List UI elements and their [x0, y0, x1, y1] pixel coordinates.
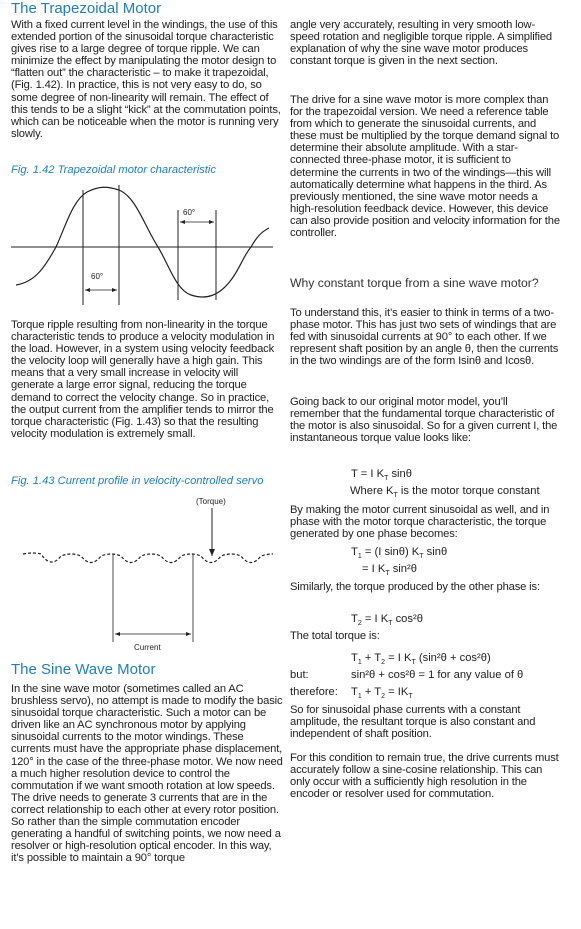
- paragraph-understand: To understand this, it’s easier to think in terms of a two-phase motor. This has just two sets of windings that are fed with sinusoidal currents at 90° to each other. If we represent shaft position by an angle θ, then the currents in the two windings are of the form Isinθ and Icosθ.: [290, 307, 559, 368]
- trapezoidal-characteristic-figure: [11, 180, 276, 315]
- paragraph-so: So for sinusoidal phase currents with a constant amplitude, the resultant torque is also constant and independent of shaft position.: [290, 704, 536, 741]
- equation-but-label: but:: [290, 669, 309, 681]
- equation-torque: T = I $K_T$ sinθ: [351, 468, 412, 483]
- heading-why-constant-torque: Why constant torque from a sine wave motor?: [290, 276, 539, 290]
- heading-trapezoidal-motor: The Trapezoidal Motor: [11, 0, 162, 17]
- caption-fig-1-43: Fig. 1.43 Current profile in velocity-controlled servo: [11, 475, 264, 487]
- paragraph-similarly: Similarly, the torque produced by the other phase is:: [290, 581, 540, 593]
- equation-identity: sin²θ + cos²θ = 1 for any value of θ: [351, 669, 524, 681]
- fig142-sine-curve: [16, 187, 269, 297]
- equation-where: Where $K_T$ is the motor torque constant: [350, 485, 540, 500]
- equation-t2: $T_2 = I$ $K_T$ cos²θ: [351, 613, 423, 628]
- fig143-current-profile: [23, 553, 273, 563]
- paragraph-drive: The drive for a sine wave motor is more complex than for the trapezoidal version. We need a reference table from which to generate the sinusoidal currents, and these must be multiplied by the torque demand signal to determine their absolute amplitude. With a star-connected three-phase motor, it is sufficient to determine the currents in two of the windings—this will automatically determine what happens in the third. As previously mentioned, the sine wave motor needs a high-resolution feedback device. However, this device can also provide position and velocity information for the controller.: [290, 94, 560, 240]
- fig143-label-current: Current: [134, 643, 161, 652]
- equation-t1: $T_1 = (I$ sinθ) $K_T$ sinθ: [351, 546, 448, 561]
- paragraph-making: By making the motor current sinusoidal as well, and in phase with the motor torque characteristic, the torque generated by one phase becomes:: [290, 504, 550, 541]
- equation-total: $T_1 + T_2 = I$ $K_T$ (sin²θ + cos²θ): [351, 652, 491, 667]
- heading-sine-wave-motor: The Sine Wave Motor: [11, 661, 156, 678]
- paragraph-torque-ripple: Torque ripple resulting from non-linearity in the torque characteristic tends to produce a velocity modulation in the load. However, in a system using velocity feedback the velocity loop will generally have a high gain. This means that a very small increase in velocity will generate a large error signal, reducing the torque demand to correct the velocity change. So in practice, the output current from the amplifier tends to mirror the torque characteristic (Fig. 1.43) so that the resulting velocity modulation is extremely small.: [11, 319, 275, 440]
- fig142-label-60-bottom: 60°: [91, 272, 104, 281]
- paragraph-trapezoidal: With a fixed current level in the windings, the use of this extended portion of the sinusoidal torque characteristic gives rise to a large degree of torque ripple. We can minimize the effect by manipulating the motor design to “flatten out” the characteristic – to make it trapezoidal, (Fig. 1.42). In practice, this is not very easy to do, so some degree of non-linearity will remain. The effect of this tends to be a slight “kick” at the commutation points, which can be noticeable when the motor is running very slowly.: [11, 19, 281, 140]
- equation-t1-simplified: = I $K_T$ sin²θ: [362, 563, 417, 578]
- fig142-label-60-top: 60°: [183, 208, 196, 217]
- equation-result: $T_1 + T_2 = IK_T$: [351, 686, 413, 701]
- caption-fig-1-42: Fig. 1.42 Trapezoidal motor characteristic: [11, 164, 216, 176]
- paragraph-going-back: Going back to our original motor model, you’ll remember that the fundamental torque characteristic of the motor is also sinusoidal. So for a given current I, the instantaneous torque value looks like:: [290, 396, 558, 445]
- paragraph-sine-wave: In the sine wave motor (sometimes called an AC brushless servo), no attempt is made to modify the basic sinusoidal torque characteristic. Such a motor can be driven like an AC synchronous motor by applying sinusoidal currents to the motor windings. These currents must have the appropriate phase displacement, 120° in the case of the three-phase motor. We now need a much higher resolution device to control the commutation if we want smooth rotation at low speeds. The drive needs to generate 3 currents that are in the correct relationship to each other at every rotor position. So rather than the simple commutation encoder generating a handful of switching points, we now need a resolver or high-resolution optical encoder. In this way, it’s possible to maintain a 90° torque: [11, 683, 283, 865]
- paragraph-for-this: For this condition to remain true, the drive currents must accurately follow a sine-cosine relationship. This can only occur with a sufficiently high resolution in the encoder or resolver used for commutation.: [290, 752, 559, 801]
- paragraph-angle: angle very accurately, resulting in very smooth low-speed rotation and negligible torque ripple. A simplified explanation of why the sine wave motor produces constant torque is given in the next section.: [290, 19, 552, 68]
- equation-therefore-label: therefore:: [290, 686, 338, 698]
- current-profile-figure: [11, 494, 281, 654]
- paragraph-total: The total torque is:: [290, 630, 380, 642]
- fig143-label-torque: (Torque): [196, 497, 226, 506]
